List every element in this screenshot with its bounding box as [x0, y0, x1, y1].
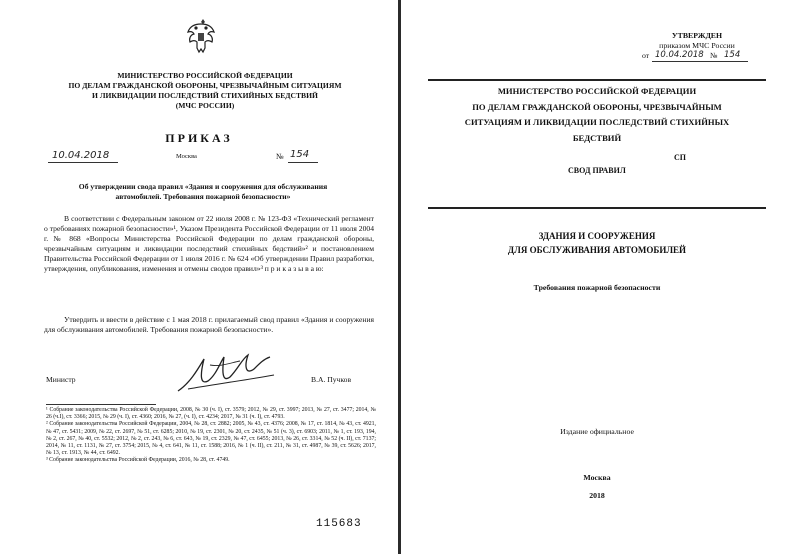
ministry-header [60, 71, 350, 111]
ministry-line: МИНИСТЕРСТВО РОССИЙСКОЙ ФЕДЕРАЦИИ [497, 86, 697, 96]
document-type: ПРИКАЗ [165, 131, 233, 145]
order-date: 10.04.2018 [52, 150, 110, 161]
order-number: 154 [290, 149, 310, 160]
document-subtitle: Требования пожарной безопасности [533, 283, 661, 292]
edition-label: Издание официальное [560, 427, 634, 436]
footnote: ³ Собрание законодательства Российской Федерации, 2016, № 28, ст. 4749. [46, 457, 230, 464]
footnote-divider [46, 404, 156, 405]
footnote: ¹ Собрание законодательства Российской Федерации, 2008, № 30 (ч. I), ст. 3579; 2012, № 29, ст. 3997; 2013, № 27, ст. 3477; 2014, № 26 (ч.I), ст. 3366; 2015, № 29 (ч. I), ст. 4360; 2016, № 27, (ч. I), ст. 4234; 2017, № 31 (ч. I), ст. 4793. [46, 407, 376, 421]
sp-label: СП [674, 153, 686, 162]
document-title [428, 229, 766, 257]
ministry-line: (МЧС РОССИИ) [175, 101, 235, 110]
ministry-line: СИТУАЦИЯМ И ЛИКВИДАЦИИ ПОСЛЕДСТВИЙ СТИХИЙНЫХ [464, 117, 730, 127]
approved-number-label: № [710, 51, 718, 60]
title-rule [428, 207, 766, 209]
ministry-line: БЕДСТВИЙ [572, 132, 622, 143]
signature-icon [170, 345, 280, 400]
subject-line: Об утверждении свода правил «Здания и сооружения для обслуживания [78, 182, 328, 191]
order-page [0, 0, 398, 554]
footnotes [46, 407, 376, 465]
header-rule [428, 79, 766, 81]
code-of-rules-label: СВОД ПРАВИЛ [568, 166, 626, 175]
title-line: ДЛЯ ОБСЛУЖИВАНИЯ АВТОМОБИЛЕЙ [507, 245, 687, 255]
ministry-line: И ЛИКВИДАЦИИ ПОСЛЕДСТВИЙ СТИХИЙНЫХ БЕДСТВИЙ [92, 91, 318, 100]
number-underline [288, 162, 318, 163]
approved-from: от [642, 51, 650, 60]
ministry-line: ПО ДЕЛАМ ГРАЖДАНСКОЙ ОБОРОНЫ, ЧРЕЗВЫЧАЙНЫМ [472, 101, 722, 112]
order-city: Москва [176, 153, 197, 160]
code-title-page [402, 0, 800, 554]
russian-coat-of-arms-icon [186, 18, 216, 54]
page-divider [398, 0, 401, 554]
approved-by: приказом МЧС России [659, 41, 735, 50]
footnote: ² Собрание законодательства Российской Федерации, 2004, № 28, ст. 2882; 2005, № 43, ст. 4376; 2008, № 17, ст. 1814, № 43, ст. 4921, № 47, ст. 5431; 2009, № 22, ст. 2697, № 51, ст. 6285; 2010, № 19, ст. 2301, № 20, ст. 2435, № 51 (ч. 3), ст. 6903; 2011, № 1, ст. 193, 194, № 2, ст. 267, № 40, ст. 5532; 2012, № 2, ст. 243, № 6, ст. 643, № 19, ст. 2329, № 47, ст. 6455; 2013, № 26, ст. 3314, № 52 (ч. II), ст. 7137; 2014, № 11, ст. 1131, № 27, ст. 3754; 2015, № 4, ст. 641, № 11, ст. 1588; 2016, № 1 (ч. II), ст. 211, № 31, ст. 4987, № 39, ст. 5626; 2017, № 13, ст. 1913, № 44, ст. 6492. [46, 421, 376, 457]
preamble-paragraph: В соответствии с Федеральным законом от 22 июля 2008 г. № 123-ФЗ «Технический регламент о требованиях пожарной безопасности»¹, Указом Президента Российской Федерации от 11 июля 2004 г. № 868 «Вопросы Министерства Российской Федерации по делам гражданской обороны, чрезвычайным ситуациям и ликвидации последствий стихийных бедствий»² и постановлением Правительства Российской Федерации от 1 июля 2016 г. № 624 «Об утверждении Правил разработки, утверждения, опубликования, изменения и отмены сводов правил»³ п р и к а з ы в а ю: [44, 214, 374, 273]
order-subject [40, 182, 366, 202]
subject-line: автомобилей. Требования пожарной безопасности» [115, 192, 291, 201]
publication-year: 2018 [589, 491, 605, 500]
signer-title: Министр [46, 375, 76, 384]
date-underline [48, 162, 118, 163]
ministry-line: ПО ДЕЛАМ ГРАЖДАНСКОЙ ОБОРОНЫ, ЧРЕЗВЫЧАЙНЫМ СИТУАЦИЯМ [68, 81, 342, 90]
publication-city: Москва [583, 473, 611, 482]
order-paragraph: Утвердить и ввести в действие с 1 мая 2018 г. прилагаемый свод правил «Здания и сооружения для обслуживания автомобилей. Требования пожарной безопасности». [44, 315, 374, 334]
approval-underline [652, 61, 748, 62]
approval-block [612, 31, 782, 51]
approved-date: 10.04.2018 [655, 50, 704, 60]
approved-number: 154 [724, 50, 741, 60]
number-label: № [276, 152, 284, 161]
ministry-line: МИНИСТЕРСТВО РОССИЙСКОЙ ФЕДЕРАЦИИ [117, 71, 293, 80]
registration-stamp: 115683 [316, 518, 362, 530]
title-line: ЗДАНИЯ И СООРУЖЕНИЯ [538, 231, 656, 241]
signer-name: В.А. Пучков [311, 375, 352, 384]
ministry-header [428, 84, 766, 146]
approved-label: УТВЕРЖДЕН [671, 31, 723, 40]
